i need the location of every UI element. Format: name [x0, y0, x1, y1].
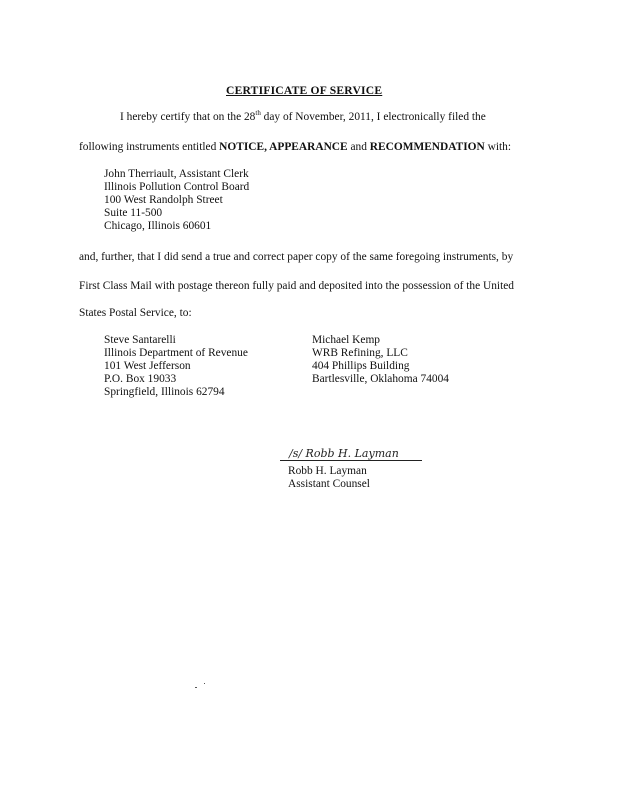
instrument-names: NOTICE, APPEARANCE: [219, 141, 348, 153]
ordinal-suffix: th: [255, 109, 261, 118]
signer-title: Assistant Counsel: [288, 478, 370, 490]
address-line: John Therriault, Assistant Clerk: [104, 168, 249, 180]
certify-text-a: I hereby certify that on the 28: [120, 111, 256, 123]
page-title: CERTIFICATE OF SERVICE: [226, 84, 383, 97]
scan-speck: [204, 683, 205, 684]
address-wrb: [312, 334, 449, 386]
address-line: Suite 11-500: [104, 207, 163, 219]
address-line: 101 West Jefferson: [104, 360, 191, 372]
address-line: 404 Phillips Building: [312, 360, 410, 372]
address-line: Bartlesville, Oklahoma 74004: [312, 373, 449, 385]
certify-text-b: day of November, 2011, I electronically filed the: [260, 111, 486, 123]
scan-speck: [195, 687, 197, 688]
address-line: Illinois Pollution Control Board: [104, 181, 250, 193]
instrument-name-recommendation: RECOMMENDATION: [369, 141, 485, 153]
certify-line-1: [120, 111, 486, 124]
address-line: Steve Santarelli: [104, 334, 176, 346]
address-line: Springfield, Illinois 62794: [104, 386, 225, 398]
signer-block: [288, 465, 370, 491]
body-line-1: and, further, that I did send a true and correct paper copy of the same foregoing instruments, by: [79, 251, 514, 263]
signer-name: Robb H. Layman: [288, 465, 367, 477]
address-line: 100 West Randolph Street: [104, 194, 223, 206]
address-revenue: [104, 334, 248, 399]
address-clerk: [104, 168, 249, 233]
signature: /s/ Robb H. Layman: [289, 447, 399, 460]
address-line: Michael Kemp: [312, 334, 381, 346]
address-line: P.O. Box 19033: [104, 373, 177, 385]
body-line-2: First Class Mail with postage thereon fully paid and deposited into the possession of the United: [79, 280, 515, 292]
address-line: WRB Refining, LLC: [312, 347, 408, 359]
certify-line-2: [79, 141, 511, 154]
body-line-3: States Postal Service, to:: [79, 307, 192, 319]
address-line: Illinois Department of Revenue: [104, 347, 248, 359]
address-line: Chicago, Illinois 60601: [104, 220, 212, 232]
certify-text-c: following instruments entitled: [79, 141, 220, 153]
certify-text-d: and RECOMMENDATION with:: [347, 141, 512, 153]
signature-line: [280, 460, 422, 461]
